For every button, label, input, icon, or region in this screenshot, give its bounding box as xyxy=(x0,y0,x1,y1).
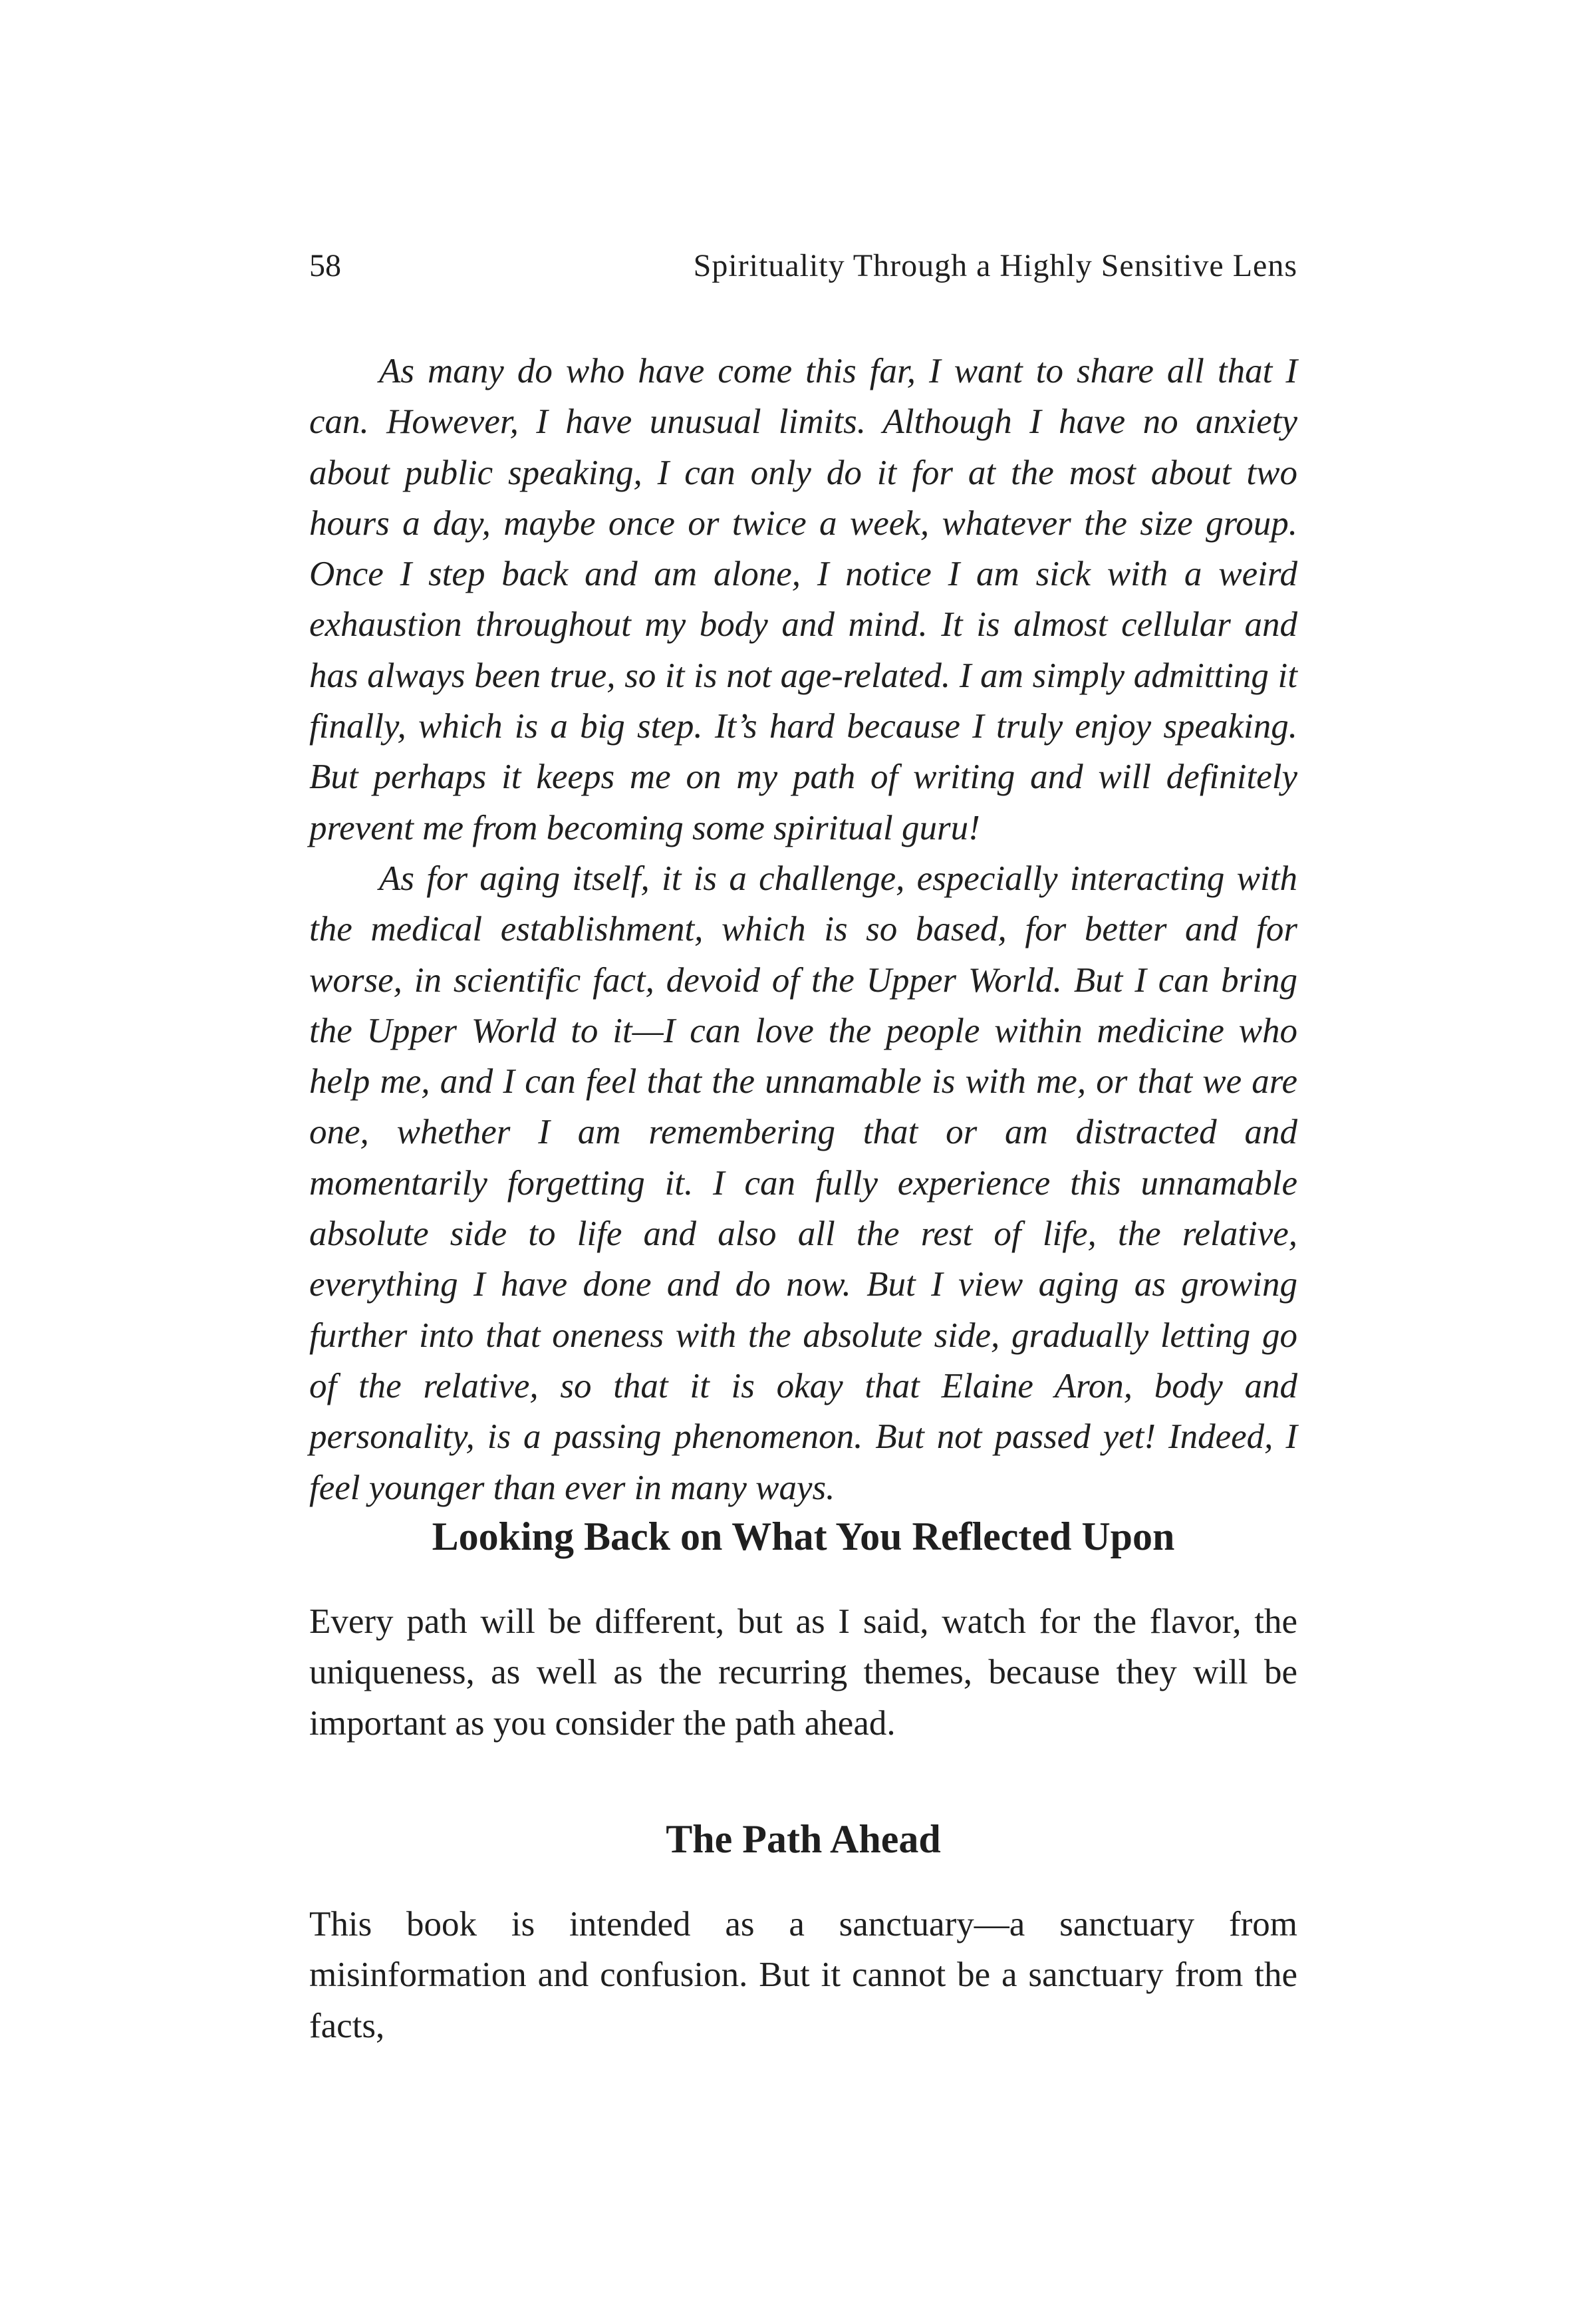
section-body-path-ahead xyxy=(309,1899,1297,2051)
running-title: Spirituality Through a Highly Sensitive Lens xyxy=(693,248,1297,283)
section-heading-looking-back: Looking Back on What You Reflected Upon xyxy=(432,1514,1175,1558)
quote-paragraph: As for aging itself, it is a challenge, especially interacting with the medical establishment, which is so based, for better and for worse, in scientific fact, devoid of the Upper World. But I can bring the Upper World to it—I can love the people within medicine who help me, and I can feel that the unnamable is with me, or that we are one, whether I am remembering that or am distracted and momentarily forgetting it. I can fully experience this unnamable absolute side to life and also all the rest of life, the relative, everything I have done and do now. But I view aging as growing further into that oneness with the absolute side, gradually letting go of the relative, so that it is okay that Elaine Aron, body and personality, is a passing phenomenon. But not passed yet! Indeed, I feel younger than ever in many ways. xyxy=(309,859,1297,1507)
page-number: 58 xyxy=(309,248,341,283)
quote-paragraph: As many do who have come this far, I want to share all that I can. However, I have unusual limits. Although I have no anxiety about public speaking, I can only do it for at the most about two hours a day, maybe once or twice a week, whatever the size group. Once I step back and am alone, I notice I am sick with a weird exhaustion throughout my body and mind. It is almost cellular and has always been true, so it is not age-related. I am simply admitting it finally, which is a big step. It’s hard because I truly enjoy speaking. But perhaps it keeps me on my path of writing and will definitely prevent me from becoming some spiritual guru! xyxy=(309,352,1297,847)
section-heading-path-ahead: The Path Ahead xyxy=(666,1817,941,1861)
running-head xyxy=(309,243,1297,289)
body-paragraph: Every path will be different, but as I said, watch for the flavor, the uniqueness, as well as the recurring themes, because they will be important as you consider the path ahead. xyxy=(309,1602,1297,1743)
body-paragraph: This book is intended as a sanctuary—a sanctuary from misinformation and confusion. But it cannot be a sanctuary from the facts, xyxy=(309,1905,1297,2045)
quoted-reflection xyxy=(309,346,1297,1513)
section-body-looking-back xyxy=(309,1596,1297,1749)
